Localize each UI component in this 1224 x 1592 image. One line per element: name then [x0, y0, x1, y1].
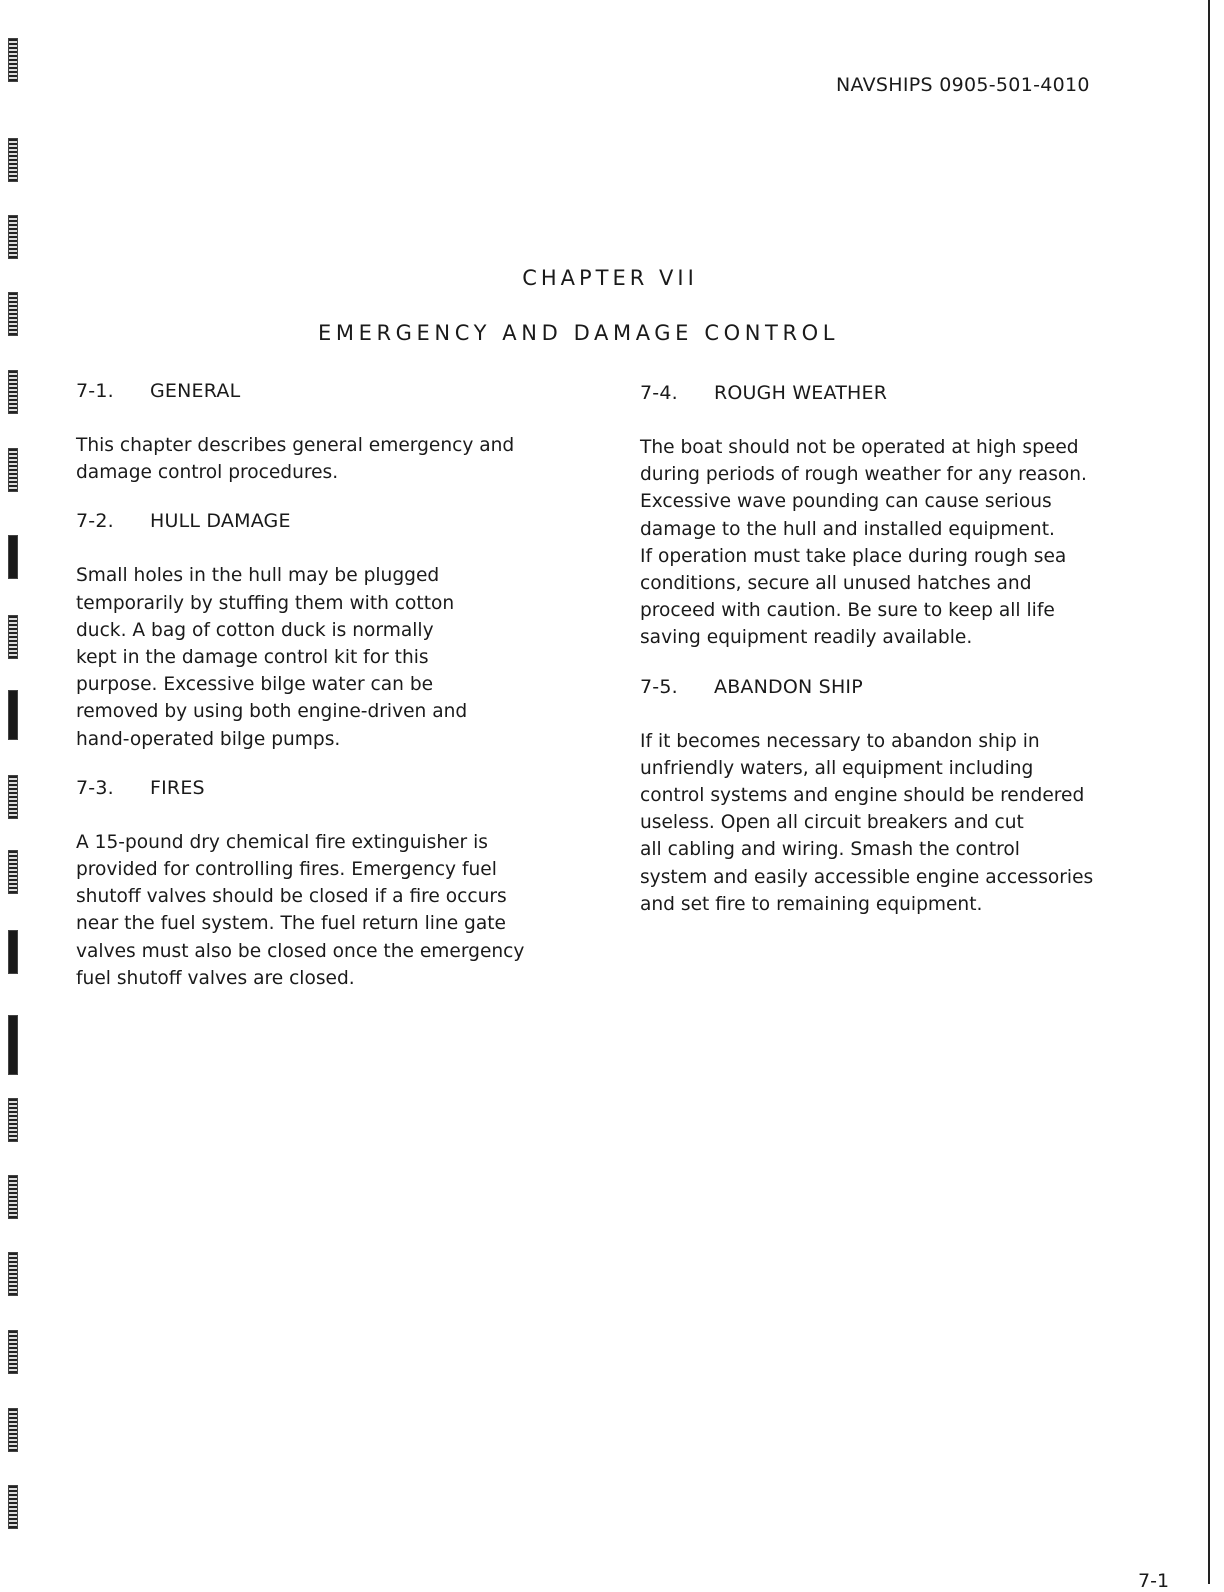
text-line: hand-operated bilge pumps.: [76, 728, 341, 750]
section-hull-damage: [76, 510, 576, 752]
section-heading: [76, 510, 576, 532]
section-title: FIRES: [150, 776, 205, 799]
binding-marks: [8, 30, 18, 1550]
binding-mark: [8, 930, 18, 974]
section-title: ROUGH WEATHER: [714, 382, 888, 404]
text-line: provided for controlling fires. Emergency fuel: [76, 859, 497, 881]
text-line: damage to the hull and installed equipment.: [640, 518, 1055, 540]
text-line: Excessive wave pounding can cause serious: [640, 491, 1052, 513]
section-heading: [640, 676, 1140, 698]
section-number: 7-4.: [640, 382, 678, 404]
binding-mark: [8, 1330, 18, 1374]
text-line: all cabling and wiring. Smash the control: [640, 839, 1020, 861]
text-line: This chapter describes general emergency and: [76, 435, 515, 456]
text-line: temporarily by stuffing them with cotton: [76, 592, 455, 614]
text-line: proceed with caution. Be sure to keep all life: [640, 600, 1055, 622]
binding-mark: [8, 615, 18, 659]
binding-mark: [8, 38, 18, 82]
binding-mark: [8, 138, 18, 182]
section-number: 7-3.: [76, 776, 114, 799]
text-line: A 15-pound dry chemical fire extinguisher is: [76, 831, 488, 853]
chapter-subtitle: EMERGENCY AND DAMAGE CONTROL: [318, 321, 840, 345]
binding-mark: [8, 1015, 18, 1075]
binding-mark: [8, 448, 18, 492]
text-line: fuel shutoff valves are closed.: [76, 967, 355, 989]
section-title: HULL DAMAGE: [150, 510, 291, 533]
text-line: near the fuel system. The fuel return line gate: [76, 913, 506, 935]
section-body: [76, 432, 576, 486]
section-rough-weather: [640, 382, 1140, 652]
section-number: 7-2.: [76, 510, 114, 533]
section-heading: [640, 382, 1140, 404]
binding-mark: [8, 1098, 18, 1142]
text-line: kept in the damage control kit for this: [76, 647, 429, 669]
text-line: Small holes in the hull may be plugged: [76, 565, 440, 587]
binding-mark: [8, 1485, 18, 1529]
section-general: [76, 380, 576, 486]
binding-mark: [8, 535, 18, 579]
text-line: conditions, secure all unused hatches and: [640, 573, 1032, 595]
section-body: [76, 562, 576, 752]
chapter-title: [0, 266, 1224, 290]
text-line: control systems and engine should be rendered: [640, 785, 1085, 807]
binding-mark: [8, 1408, 18, 1452]
text-line: damage control procedures.: [76, 462, 339, 484]
text-line: useless. Open all circuit breakers and cut: [640, 812, 1024, 834]
section-title: GENERAL: [150, 380, 241, 402]
text-line: valves must also be closed once the emergency: [76, 940, 525, 962]
text-line: unfriendly waters, all equipment including: [640, 757, 1034, 779]
text-line: If operation must take place during rough sea: [640, 545, 1067, 567]
text-line: removed by using both engine-driven and: [76, 701, 468, 723]
text-line: duck. A bag of cotton duck is normally: [76, 619, 434, 641]
chapter-title-text: CHAPTER VII: [522, 266, 698, 290]
page-edge-line: [1208, 0, 1210, 1584]
text-line: purpose. Excessive bilge water can be: [76, 674, 434, 696]
section-body: [640, 434, 1140, 652]
binding-mark: [8, 370, 18, 414]
binding-mark: [8, 850, 18, 894]
section-number: 7-1.: [76, 380, 114, 402]
text-line: and set fire to remaining equipment.: [640, 893, 983, 915]
text-line: during periods of rough weather for any reason.: [640, 464, 1087, 486]
right-column: [640, 382, 1140, 942]
text-line: shutoff valves should be closed if a fire occurs: [76, 886, 507, 908]
section-body: [640, 728, 1140, 918]
binding-mark: [8, 215, 18, 259]
binding-mark: [8, 1252, 18, 1296]
section-abandon-ship: [640, 676, 1140, 918]
text-line: If it becomes necessary to abandon ship in: [640, 730, 1040, 752]
text-line: saving equipment readily available.: [640, 627, 973, 649]
binding-mark: [8, 292, 18, 336]
binding-mark: [8, 1175, 18, 1219]
left-column: [76, 380, 576, 1016]
section-heading: [76, 777, 576, 799]
text-line: The boat should not be operated at high speed: [640, 437, 1079, 458]
binding-mark: [8, 690, 18, 740]
section-fires: [76, 777, 576, 992]
page-number: 7-1: [1138, 1570, 1170, 1592]
section-number: 7-5.: [640, 675, 678, 698]
document-number: NAVSHIPS 0905-501-4010: [836, 74, 1090, 96]
section-title: ABANDON SHIP: [714, 675, 863, 698]
binding-mark: [8, 775, 18, 819]
text-line: system and easily accessible engine accessories: [640, 866, 1094, 888]
section-heading: [76, 380, 576, 402]
section-body: [76, 829, 576, 992]
